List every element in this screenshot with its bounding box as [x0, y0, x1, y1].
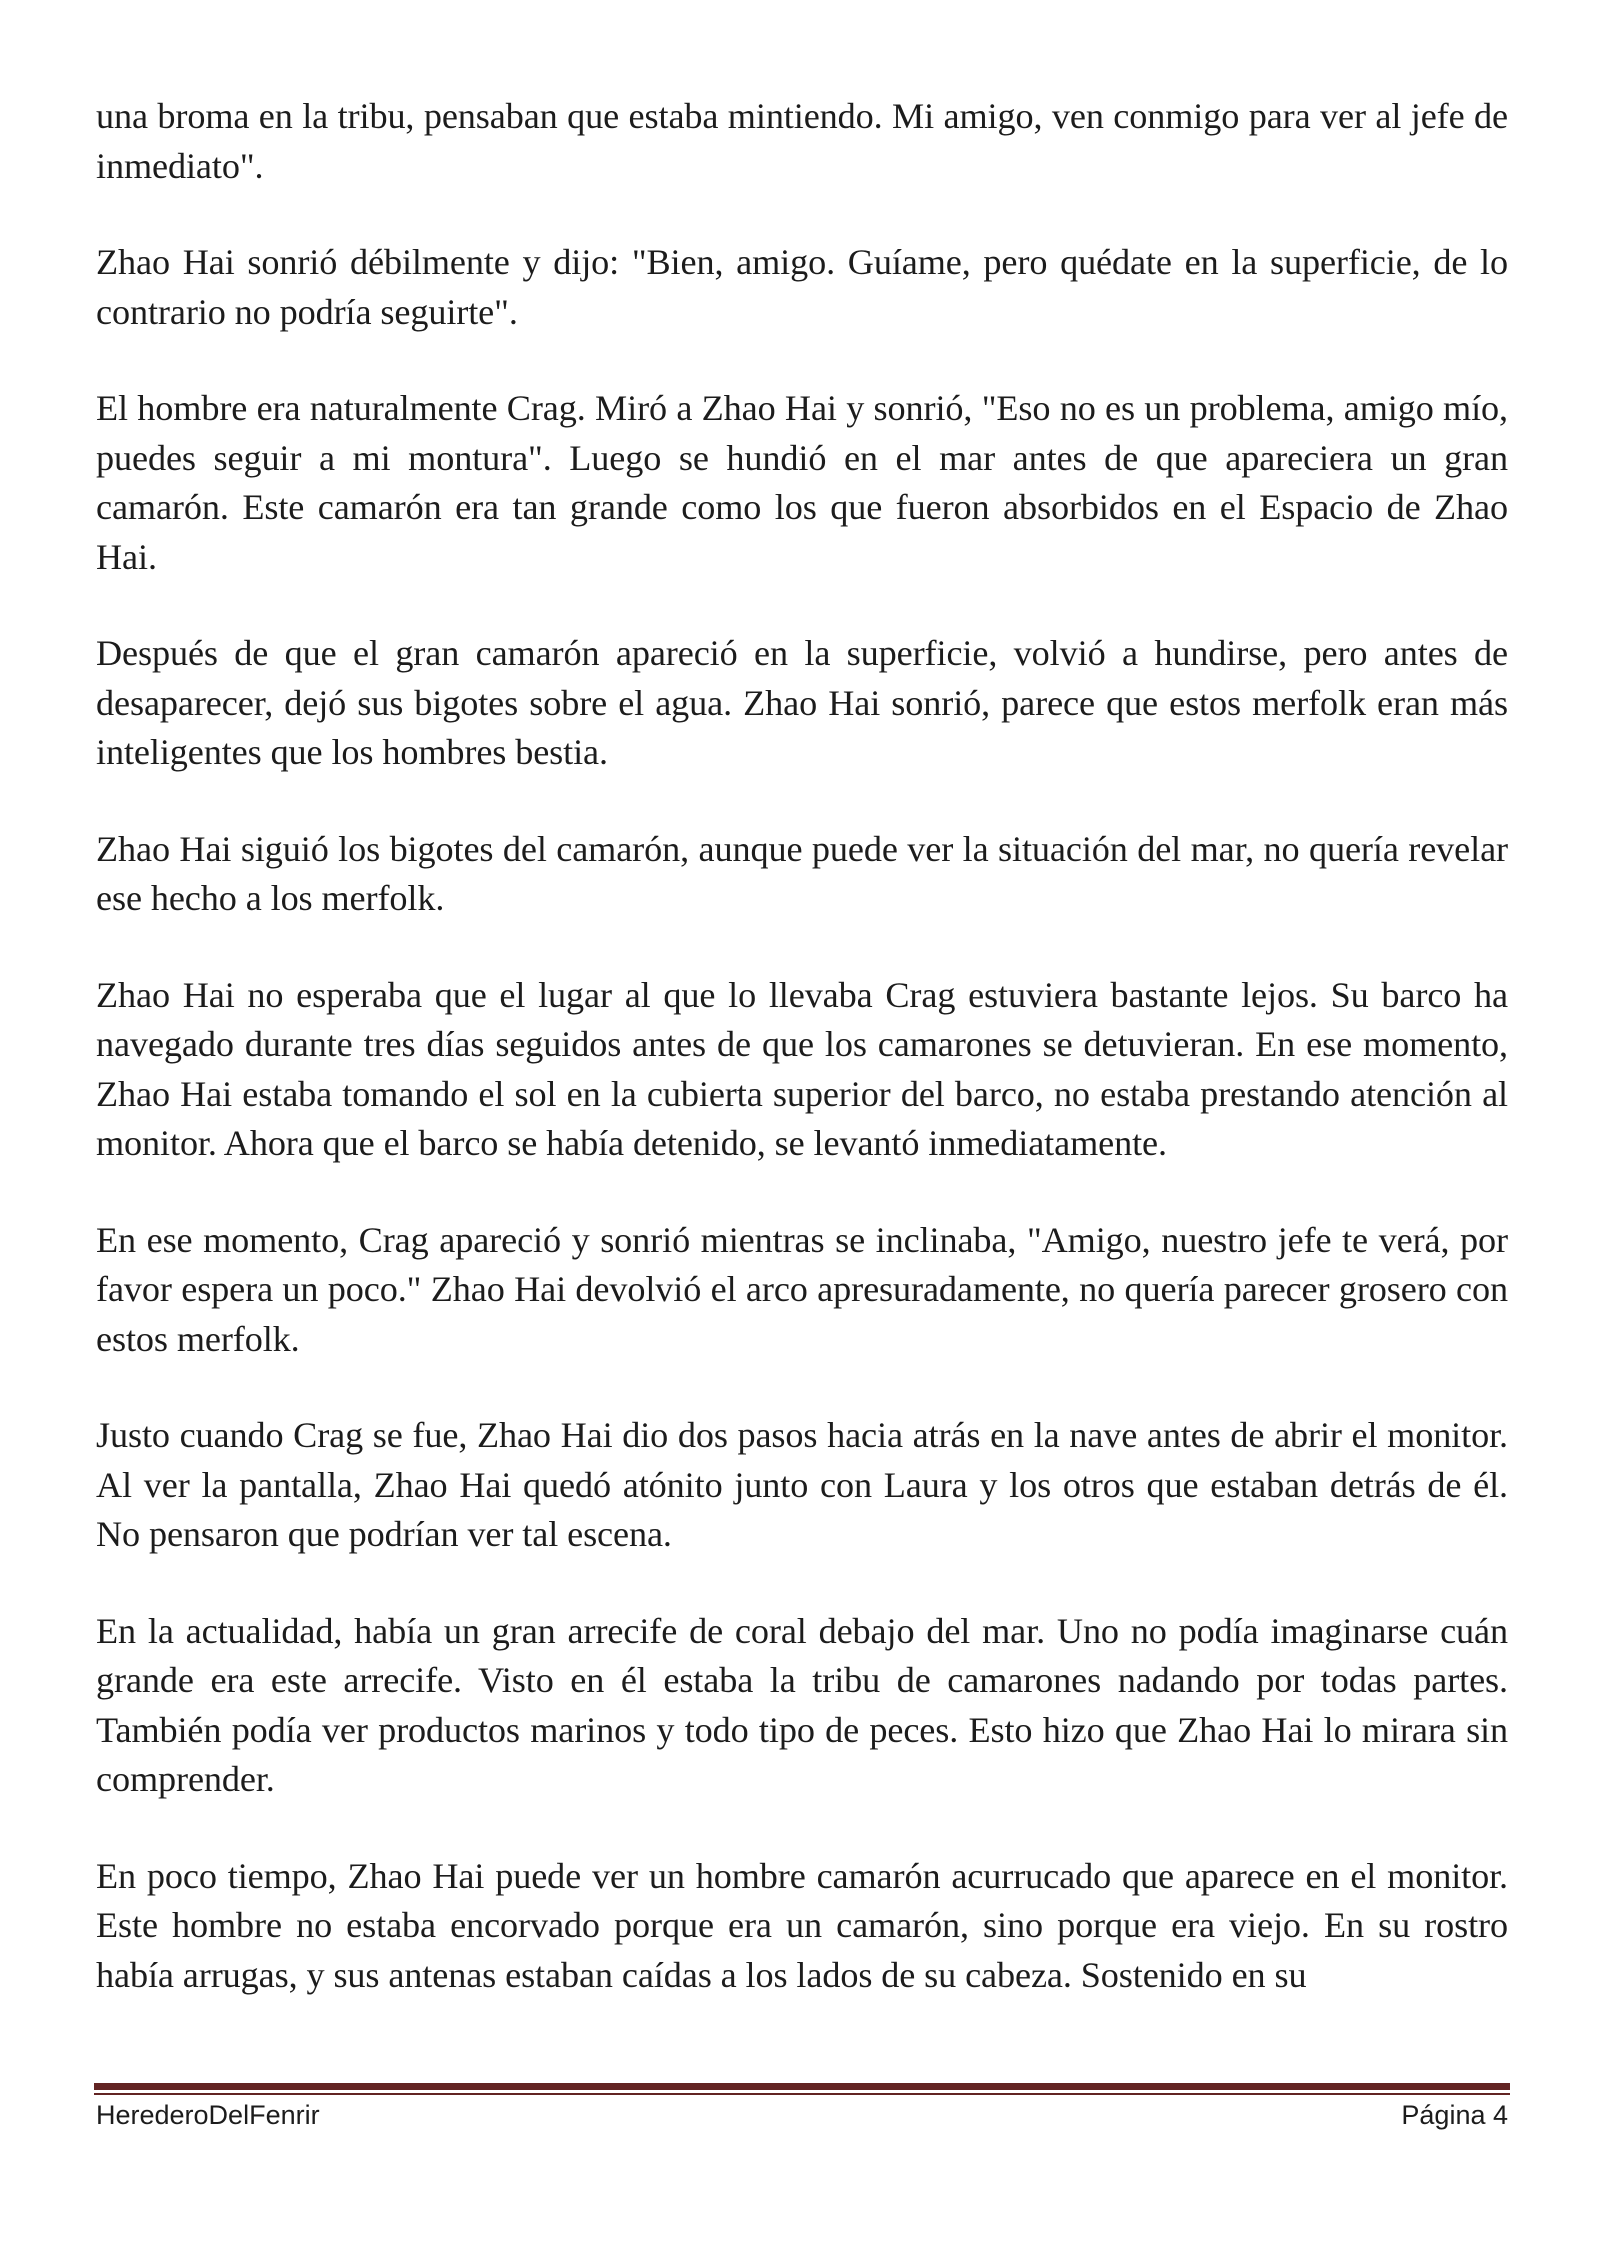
paragraph-5: Zhao Hai siguió los bigotes del camarón, aunque puede ver la situación del mar, no quería revelar ese hecho a los merfolk. [96, 828, 1508, 918]
footer-divider-thin [94, 2093, 1510, 2095]
paragraph-8: Justo cuando Crag se fue, Zhao Hai dio dos pasos hacia atrás en la nave antes de abrir el monitor. Al ver la pantalla, Zhao Hai quedó atónito junto con Laura y los otros que estaban detrás de él. No pensaron que podrían ver tal escena. [96, 1415, 1508, 1554]
paragraph-6: Zhao Hai no esperaba que el lugar al que lo llevaba Crag estuviera bastante lejos. Su barco ha navegado durante tres días seguidos antes de que los camarones se detuvieran. En ese momento, Zhao Hai estaba tomando el sol en la cubierta superior del barco, no estaba prestando atención al monitor. Ahora que el barco se había detenido, se levantó inmediatamente. [96, 974, 1508, 1163]
paragraph-4: Después de que el gran camarón apareció en la superficie, volvió a hundirse, pero antes de desaparecer, dejó sus bigotes sobre el agua. Zhao Hai sonrió, parece que estos merfolk eran más inteligentes que los hombres bestia. [96, 633, 1508, 772]
paragraph-7: En ese momento, Crag apareció y sonrió mientras se inclinaba, "Amigo, nuestro jefe te verá, por favor espera un poco." Zhao Hai devolvió el arco apresuradamente, no quería parecer grosero con estos merfolk. [96, 1219, 1508, 1359]
footer-author: HerederoDelFenrir [96, 2100, 320, 2130]
footer-page-number: Página 4 [1401, 2100, 1508, 2130]
page-footer [96, 2100, 1508, 2140]
paragraph-2: Zhao Hai sonrió débilmente y dijo: "Bien, amigo. Guíame, pero quédate en la superficie, de lo contrario no podría seguirte". [96, 242, 1508, 332]
footer-divider-thick [94, 2083, 1510, 2090]
paragraph-9: En la actualidad, había un gran arrecife de coral debajo del mar. Uno no podía imaginarse cuán grande era este arrecife. Visto en él estaba la tribu de camarones nadando por todas partes. También podía ver productos marinos y todo tipo de peces. Esto hizo que Zhao Hai lo mirara sin comprender. [96, 1610, 1508, 1799]
page-body [96, 92, 1508, 2047]
paragraph-10: En poco tiempo, Zhao Hai puede ver un hombre camarón acurrucado que aparece en el monitor. Este hombre no estaba encorvado porque era un camarón, sino porque era viejo. En su rostro había arrugas, y sus antenas estaban caídas a los lados de su cabeza. Sostenido en su [96, 1855, 1508, 1995]
paragraph-3: El hombre era naturalmente Crag. Miró a Zhao Hai y sonrió, "Eso no es un problema, amigo mío, puedes seguir a mi montura". Luego se hundió en el mar antes de que apareciera un gran camarón. Este camarón era tan grande como los que fueron absorbidos en el Espacio de Zhao Hai. [96, 388, 1508, 577]
paragraph-1: una broma en la tribu, pensaban que estaba mintiendo. Mi amigo, ven conmigo para ver al jefe de inmediato". [96, 96, 1508, 186]
